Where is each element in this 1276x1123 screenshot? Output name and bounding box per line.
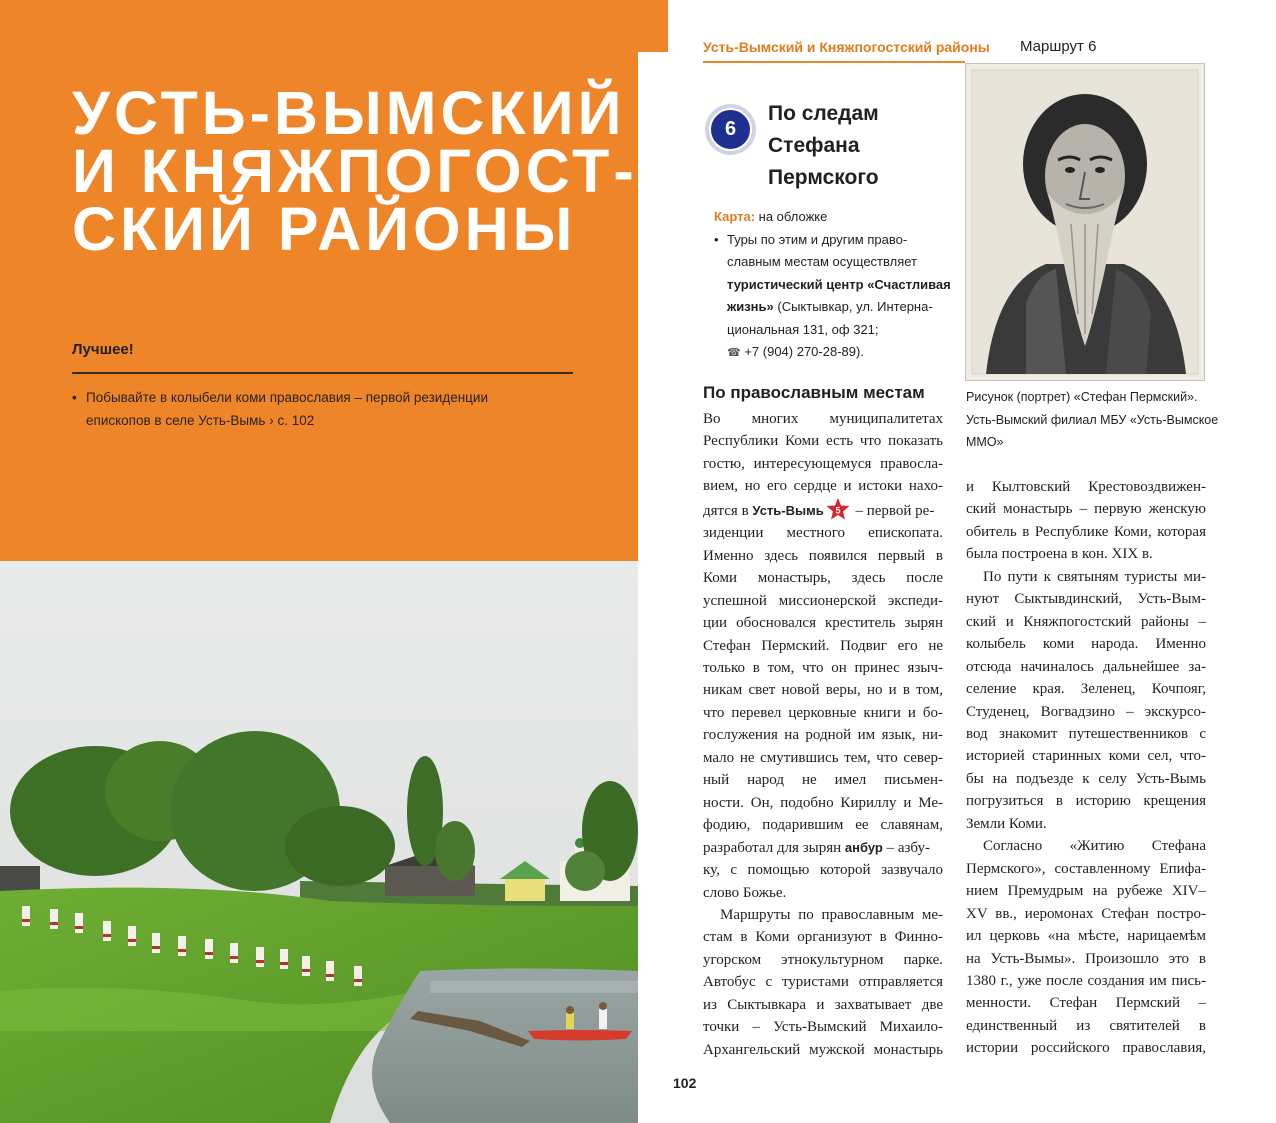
section-heading: По православным местам — [703, 383, 925, 402]
text-line: колыбель коми народа. Именно — [966, 636, 1206, 653]
text-line: точки – Усть-Вымский Михаило- — [703, 1019, 943, 1036]
text-line: ил церковь «на мѣсте, нарицаемѣм — [966, 928, 1206, 945]
text-fragment: дятся в — [703, 502, 753, 519]
chapter-title-line: СКИЙ РАЙОНЫ — [72, 195, 577, 263]
text-line: ский и Княжпогостский районы – — [966, 613, 1206, 630]
text-line: Пермского», составленному Епифа- — [966, 860, 1206, 877]
tour-center-name-end: жизнь» — [727, 299, 774, 314]
tour-center-name: туристический центр «Счастливая — [727, 276, 951, 292]
text-fragment: – первой ре- — [851, 502, 935, 519]
text-line: отсюда начиналось дальнейшее за- — [966, 658, 1206, 675]
text-line: гослужения на родной им язык, ни- — [703, 727, 943, 744]
text-line: гостю, интересующемуся правосла- — [703, 455, 943, 472]
text-fragment: – азбу- — [882, 839, 930, 856]
text-line: По пути к святыням туристы ми- — [983, 568, 1206, 585]
text-line: Маршруты по православным ме- — [720, 906, 943, 923]
text-line: стам в Коми организуют в Финно- — [703, 929, 943, 946]
text-line: угорском этнокультурном парке. — [703, 951, 943, 968]
text-line: XV вв., иеромонах Стефан постро- — [966, 905, 1206, 922]
caption-line: ММО» — [966, 435, 1004, 449]
text-line: только в том, что он принес языч- — [703, 659, 943, 676]
tour-info — [714, 229, 949, 365]
route-number: 6 — [709, 108, 752, 151]
text-line: из Сыктывкара и захватывает две — [703, 996, 943, 1013]
tour-line: славным местам осуществляет — [727, 254, 917, 269]
text-line: Студенец, Вогвадзино – экскурсо- — [966, 703, 1206, 720]
text-line: погрузиться в историю крещения — [966, 793, 1206, 810]
text-line: Именно здесь появился первый в — [703, 547, 943, 564]
best-item — [72, 386, 552, 432]
text-line: вием, но его сердце и истоки нахо- — [703, 478, 943, 495]
map-value: на обложке — [755, 209, 828, 224]
portrait-image — [965, 63, 1205, 381]
chapter-title-line: И КНЯЖПОГОСТ- — [72, 137, 638, 205]
text-line: истории российского православия, — [966, 1040, 1206, 1057]
chapter-title — [72, 79, 638, 263]
text-column-1 — [703, 408, 943, 1061]
text-line: ности. Он, подобно Кириллу и Ме- — [703, 794, 943, 811]
header-divider — [703, 61, 965, 63]
text-line: ный народ не имел письмен- — [703, 772, 943, 789]
text-line: и Кылтовский Крестовоздвижен- — [966, 479, 1206, 495]
text-line: была построена в кон. XIX в. — [966, 546, 1153, 563]
text-line: Коми монастырь, здесь после — [703, 570, 943, 587]
best-heading: Лучшее! — [72, 341, 134, 358]
star-number: 5 — [835, 505, 841, 516]
phone-icon: ☎ — [727, 347, 741, 359]
text-fragment: разработал для зырян — [703, 839, 845, 856]
page-number: 102 — [673, 1075, 697, 1091]
text-line: обитель в Республике Коми, которая — [966, 523, 1206, 540]
text-line: менности. Стефан Пермский – — [966, 995, 1206, 1012]
text-line: бы на подъезде к селу Усть-Вымь — [966, 770, 1206, 787]
text-line: селение края. Зеленец, Кочпояг, — [966, 681, 1206, 698]
text-line: историей старинных коми сел, что- — [966, 748, 1206, 765]
header-district: Усть-Вымский и Княжпогостский районы — [703, 39, 990, 55]
best-item-line: епископов в селе Усть-Вымь › с. 102 — [86, 413, 315, 428]
text-line: что перевел церковные книги и бо- — [703, 704, 943, 721]
term-anbur: анбур — [844, 839, 883, 855]
tour-line — [727, 296, 949, 319]
text-line: зиденции местного епископата. — [703, 525, 943, 542]
text-line: ции обосновался креститель зырян — [703, 615, 943, 632]
route-title-line: Стефана — [768, 134, 860, 157]
route-number-badge — [705, 104, 756, 155]
bullet-icon: • — [72, 390, 77, 405]
tour-line: Туры по этим и другим право- — [727, 231, 908, 247]
portrait-caption — [966, 386, 1219, 454]
place-name: Усть-Вымь — [752, 502, 824, 518]
text-line — [703, 498, 943, 522]
text-line: фодию, подарившим ее славянам, — [703, 817, 943, 834]
text-line: Согласно «Житию Стефана — [983, 838, 1206, 855]
text-line: ский монастырь – первую женскую — [966, 501, 1206, 518]
text-line: Стефан Пермский. Подвиг его не — [703, 637, 943, 654]
text-line: нуют Сыктывдинский, Усть-Вым- — [966, 591, 1206, 608]
text-line — [703, 837, 943, 859]
text-line: на Усть-Вымы». Произошло это в — [966, 950, 1206, 967]
text-line: нием Премудрым на рубеже XIV– — [966, 883, 1206, 900]
text-line: ку, с помощью которой зазвучало — [703, 862, 943, 879]
tour-line — [727, 274, 949, 297]
text-line: 1380 г., уже после создания им пись- — [966, 972, 1206, 989]
tour-phone — [727, 341, 949, 365]
bullet-icon: • — [714, 231, 719, 247]
caption-line: Рисунок (портрет) «Стефан Пермский». — [966, 390, 1198, 404]
tour-line: циональная 131, оф 321; — [727, 321, 879, 337]
chapter-title-line: УСТЬ-ВЫМСКИЙ — [72, 79, 626, 147]
caption-line: Усть-Вымский филиал МБУ «Усть-Вымское — [966, 412, 1219, 427]
text-line: мало не смутившись тем, что север- — [703, 749, 943, 766]
best-item-line: Побывайте в колыбели коми православия – первой резиденции — [86, 390, 489, 405]
text-line: Автобус с туристами отправляется — [703, 974, 943, 991]
header-tab — [638, 0, 668, 52]
route-title-line: Пермского — [768, 166, 879, 189]
tour-address: (Сыктывкар, ул. Интерна- — [773, 299, 933, 314]
header-route: Маршрут 6 — [1020, 38, 1097, 55]
map-label: Карта: — [714, 209, 756, 224]
phone-number: +7 (904) 270-28-89). — [744, 344, 864, 359]
best-divider — [72, 372, 573, 374]
route-info — [714, 206, 949, 365]
running-header — [703, 37, 1204, 63]
text-column-2 — [966, 476, 1206, 1060]
map-marker-star-icon — [826, 498, 850, 520]
text-line: Во многих муниципалитетах — [703, 411, 943, 427]
landscape-photo — [0, 561, 638, 1123]
text-line: Земли Коми. — [966, 815, 1047, 832]
text-line: вод знакомит путешественников с — [966, 725, 1206, 742]
text-line: Архангельский мужской монастырь — [703, 1041, 943, 1058]
text-line: никам свет новой веры, но и в том, — [703, 682, 943, 699]
text-line: Республики Коми есть что показать — [703, 433, 943, 450]
route-title — [768, 98, 958, 194]
map-info — [714, 206, 949, 229]
text-line: слово Божье. — [703, 884, 787, 901]
text-line: успешной миссионерской экспеди- — [703, 592, 943, 609]
route-title-line: По следам — [768, 102, 879, 125]
text-line: единственный из святителей в — [966, 1017, 1206, 1034]
